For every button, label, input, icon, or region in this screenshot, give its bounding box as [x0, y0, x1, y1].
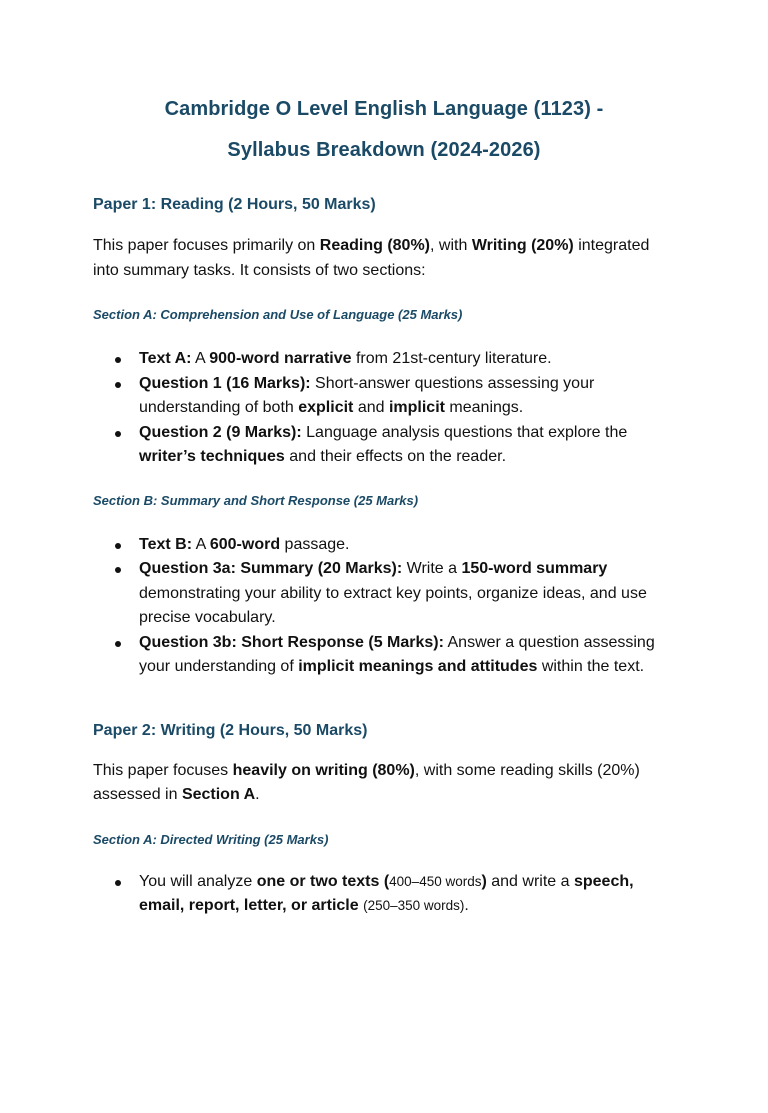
paper1-intro-text: integrated into summary tasks. It consists of two sections:	[93, 237, 650, 279]
list-item	[93, 631, 675, 680]
item-emphasis: )	[481, 872, 487, 890]
paper2-section-a-list	[93, 870, 675, 919]
title-line-1: Cambridge O Level English Language (1123) -	[164, 98, 604, 120]
item-label: Text A:	[139, 350, 192, 367]
item-emphasis: explicit	[298, 399, 354, 416]
paper1-intro-text: This paper focuses primarily on	[93, 237, 320, 254]
paper2-intro	[93, 759, 675, 808]
paper2-intro-emphasis: heavily on writing (80%)	[232, 761, 415, 779]
list-item	[93, 421, 675, 470]
item-label: Question 1 (16 Marks):	[139, 374, 311, 392]
paper1-intro-writing: Writing (20%)	[471, 237, 574, 254]
item-text: .	[464, 897, 469, 914]
paper1-section-a-list	[93, 347, 675, 470]
item-label: Question 3b: Short Response (5 Marks):	[139, 633, 444, 651]
paper2-intro-text: This paper focuses	[93, 761, 233, 779]
title-line-2: Syllabus Breakdown (2024-2026)	[227, 139, 541, 161]
item-emphasis: 150-word summary	[461, 560, 608, 577]
item-label: Text B:	[139, 535, 193, 553]
item-emphasis: implicit	[388, 399, 445, 416]
paper1-intro	[93, 234, 675, 283]
item-text: A	[191, 350, 210, 367]
item-text: and write a	[486, 872, 574, 890]
bullet-icon	[115, 382, 121, 388]
list-item	[93, 557, 675, 631]
item-text: and their effects on the reader.	[284, 448, 507, 465]
document-title	[93, 89, 675, 171]
item-word-count: (250–350 words)	[363, 898, 465, 913]
paper2-intro-text: , with some reading skills (20%) assessed in	[93, 761, 640, 803]
paper2-heading: Paper 2: Writing (2 Hours, 50 Marks)	[93, 721, 368, 739]
item-word-count: 400–450 words	[389, 873, 482, 889]
item-text: and	[353, 399, 389, 416]
item-text: Write a	[402, 560, 462, 577]
item-label: Question 2 (9 Marks):	[139, 423, 302, 441]
paper1-intro-text: , with	[430, 237, 472, 254]
list-item	[93, 372, 675, 421]
paper1-section-a-heading: Section A: Comprehension and Use of Language (25 Marks)	[93, 307, 463, 322]
paper2-intro-text: .	[255, 786, 260, 803]
paper2-intro-section: Section A	[181, 786, 256, 803]
paper2-section-a-heading: Section A: Directed Writing (25 Marks)	[93, 831, 329, 847]
item-emphasis: writer’s techniques	[139, 448, 285, 465]
bullet-icon	[115, 543, 121, 549]
list-item	[93, 870, 675, 919]
item-text: A	[192, 535, 210, 553]
paper1-intro-reading: Reading (80%)	[319, 237, 431, 254]
item-emphasis: one or two texts (	[256, 872, 390, 890]
item-text: within the text.	[537, 658, 645, 675]
item-label: Question 3a: Summary (20 Marks):	[139, 560, 403, 577]
paper1-section-b-list	[93, 533, 675, 680]
item-text: meanings.	[444, 399, 524, 416]
bullet-icon	[115, 357, 121, 363]
item-emphasis: speech, email, report, letter, or article	[139, 872, 634, 914]
item-text: Language analysis questions that explore the	[301, 423, 628, 441]
bullet-icon	[115, 880, 121, 886]
paper1-heading: Paper 1: Reading (2 Hours, 50 Marks)	[93, 196, 376, 213]
paper1-section-b-heading: Section B: Summary and Short Response (25 Marks)	[93, 492, 419, 508]
item-text: You will analyze	[139, 872, 257, 890]
document-page	[0, 89, 768, 1113]
item-text: passage.	[280, 535, 350, 553]
bullet-icon	[115, 431, 121, 437]
bullet-icon	[115, 567, 121, 573]
item-emphasis: 900-word narrative	[209, 350, 352, 367]
item-text: Answer a question assessing your understanding of	[139, 633, 655, 675]
bullet-icon	[115, 641, 121, 647]
item-text: demonstrating your ability to extract key points, organize ideas, and use precise vocabulary.	[139, 584, 647, 626]
item-text: from 21st-century literature.	[351, 350, 552, 367]
list-item	[93, 347, 675, 372]
item-emphasis: 600-word	[209, 535, 281, 553]
item-emphasis: implicit meanings and attitudes	[298, 658, 538, 675]
item-text: Short-answer questions assessing your understanding of both	[139, 374, 595, 416]
list-item	[93, 533, 675, 558]
